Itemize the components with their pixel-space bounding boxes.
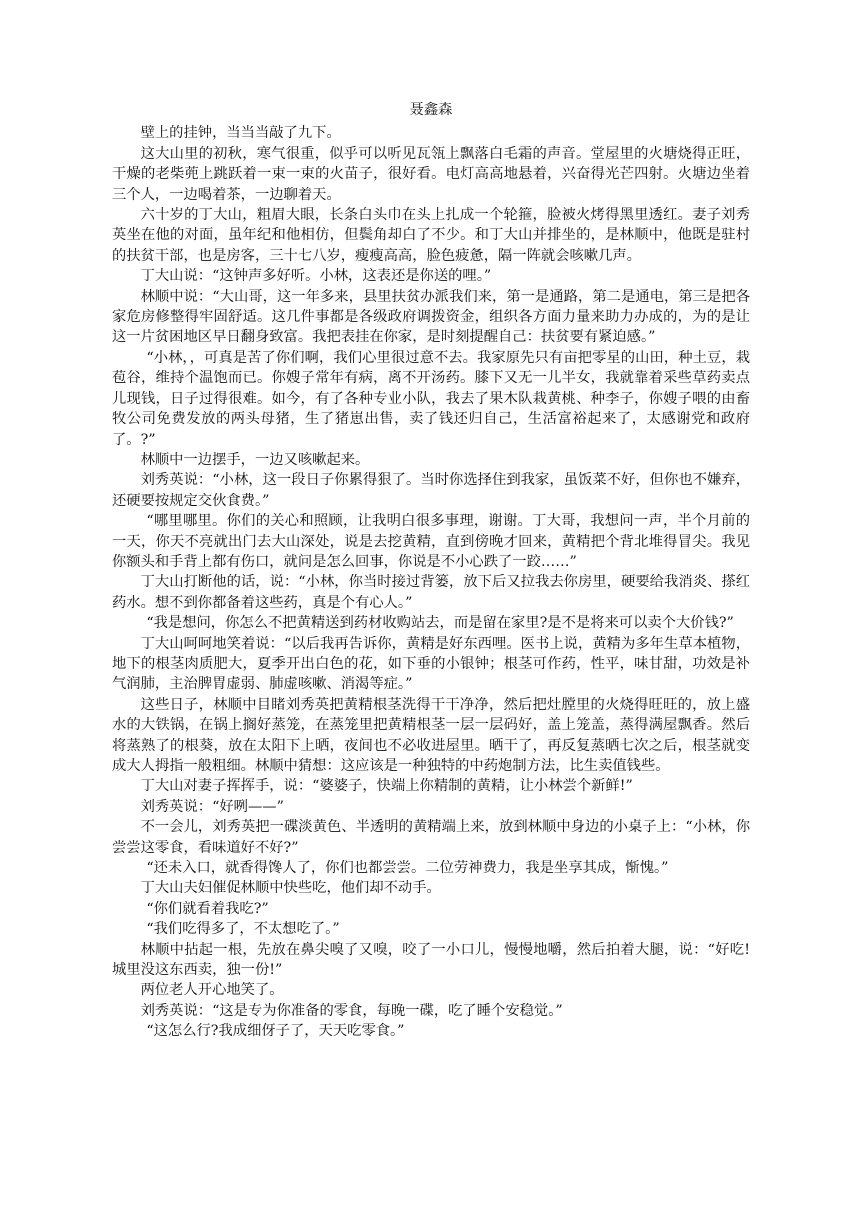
paragraph: 丁大山呵呵地笑着说：“以后我再告诉你，黄精是好东西哩。医书上说，黄精为多年生草本植物，地下的根茎肉质肥大，夏季开出白色的花，如下垂的小银钟；根茎可作药，性平，味甘甜，功效是补气润肺，主治脾胃虚弱、肺虚咳嗽、消渴等症。”: [112, 635, 750, 693]
paragraph: 林顺中一边摆手，一边又咳嗽起来。: [140, 451, 370, 468]
paragraph: 林顺中拈起一根，先放在鼻尖嗅了又嗅，咬了一小口儿，慢慢地嚼，然后拍着大腿，说：“好吃!城里没这东西卖，独一份!”: [112, 941, 750, 979]
paragraph: “我是想问，你怎么不把黄精送到药材收购站去，而是留在家里?是不是将来可以卖个大价钱?”: [146, 615, 734, 632]
paragraph: “你们就看着我吃?”: [146, 900, 269, 917]
paragraph: 六十岁的丁大山，粗眉大眼，长条白头巾在头上扎成一个轮箍，脸被火烤得黑里透红。妻子刘秀英坐在他的对面，虽年纪和他相仿，但鬓角却白了不少。和丁大山并排坐的，是林顺中，他既是驻村的扶贫干部，也是房客，三十七八岁，瘦瘦高高，脸色疲惫，隔一阵就会咳嗽几声。: [112, 207, 750, 264]
paragraph: 丁大山打断他的话，说：“小林，你当时接过背篓，放下后又拉我去你房里，硬要给我消炎、搽红药水。想不到你都备着这些药，真是个有心人。”: [112, 574, 750, 611]
paragraph: 壁上的挂钟，当当当敲了九下。: [140, 125, 341, 142]
paragraph: 不一会儿，刘秀英把一碟淡黄色、半透明的黄精端上来，放到林顺中身边的小桌子上：“小林，你尝尝这零食，看味道好不好?”: [112, 819, 750, 856]
paragraph: “还未入口，就香得馋人了，你们也都尝尝。二位劳神费力，我是坐享其成，惭愧。”: [146, 860, 669, 877]
paragraph: 刘秀英说：“好咧——”: [140, 798, 284, 815]
paragraph: “这怎么行?我成细伢子了，天天吃零食。”: [146, 1023, 405, 1040]
paragraph: 两位老人开心地笑了。: [140, 982, 284, 999]
paragraph: 林顺中说：“大山哥，这一年多来，县里扶贫办派我们来，第一是通路，第二是通电，第三是把各家危房修整得牢固舒适。这几件事都是各级政府调拨资金，组织各方面力量来助力办成的，为的是让这一片贫困地区早日翻身致富。我把表挂在你家，是时刻提醒自己：扶贫要有紧迫感。”: [112, 288, 750, 346]
paragraph: 刘秀英说：“这是专为你准备的零食，每晚一碟，吃了睡个安稳觉。”: [140, 1002, 563, 1019]
paragraph: 这些日子，林顺中目睹刘秀英把黄精根茎洗得干干净净，然后把灶膛里的火烧得旺旺的，放上盛水的大铁锅，在锅上搁好蒸笼，在蒸笼里把黄精根茎一层一层码好，盖上笼盖，蒸得满屋飘香。然后将蒸熟了的根葵，放在太阳下上晒，夜间也不必收进屋里。晒干了，再反复蒸晒七次之后，根茎就变成大人拇指一般粗细。林顺中猜想：这应该是一种独特的中药炮制方法，比生卖值钱些。: [112, 696, 750, 774]
paragraph: 丁大山说：“这钟声多好听。小林，这表还是你送的哩。”: [140, 268, 492, 285]
paragraph: “小林，，可真是苦了你们啊，我们心里很过意不去。我家原先只有亩把零星的山田，种土豆，栽苞谷，维持个温饱而已。你嫂子常年有病，离不开汤药。膝下又无一儿半女，我就靠着采些草药卖点儿现钱，日子过得很难。如今，有了各种专业小队，我去了果木队栽黄桃、种李子，你嫂子喂的由畜牧公司免费发放的两头母猪，生了猪崽出售，卖了钱还归自己，生活富裕起来了，太感谢党和政府了。?”: [112, 349, 750, 448]
paragraph: 这大山里的初秋，寒气很重，似乎可以听见瓦瓴上飘落白毛霜的声音。堂屋里的火塘烧得正旺，干燥的老柴蔸上跳跃着一束一束的火苗子，很好看。电灯高高地悬着，兴奋得光芒四射。火塘边坐着三个人，一边喝着茶，一边聊着天。: [112, 145, 750, 203]
paragraph: 丁大山夫妇催促林顺中快些吃，他们却不动手。: [140, 880, 441, 897]
paragraph: 刘秀英说：“小林，这一段日子你累得狠了。当时你选择住到我家，虽饭菜不好，但你也不嫌弃，还硬要按规定交伙食费。”: [112, 472, 750, 509]
paragraph: “哪里哪里。你们的关心和照顾，让我明白很多事理，谢谢。丁大哥，我想问一声，半个月前的一天，你天不亮就出门去大山深处，说是去挖黄精，直到傍晚才回来，黄精把个背北堆得冒尖。我见你额头和手背上都有伤口，就问是怎么回事，你说是不小心跌了一跤……”: [112, 513, 750, 570]
author-name: 聂鑫森: [409, 102, 453, 118]
paragraph: 丁大山对妻子挥挥手，说：“婆婆子，快端上你精制的黄精，让小林尝个新鲜!”: [140, 778, 633, 795]
paragraph: “我们吃得多了，不太想吃了。”: [146, 921, 340, 938]
